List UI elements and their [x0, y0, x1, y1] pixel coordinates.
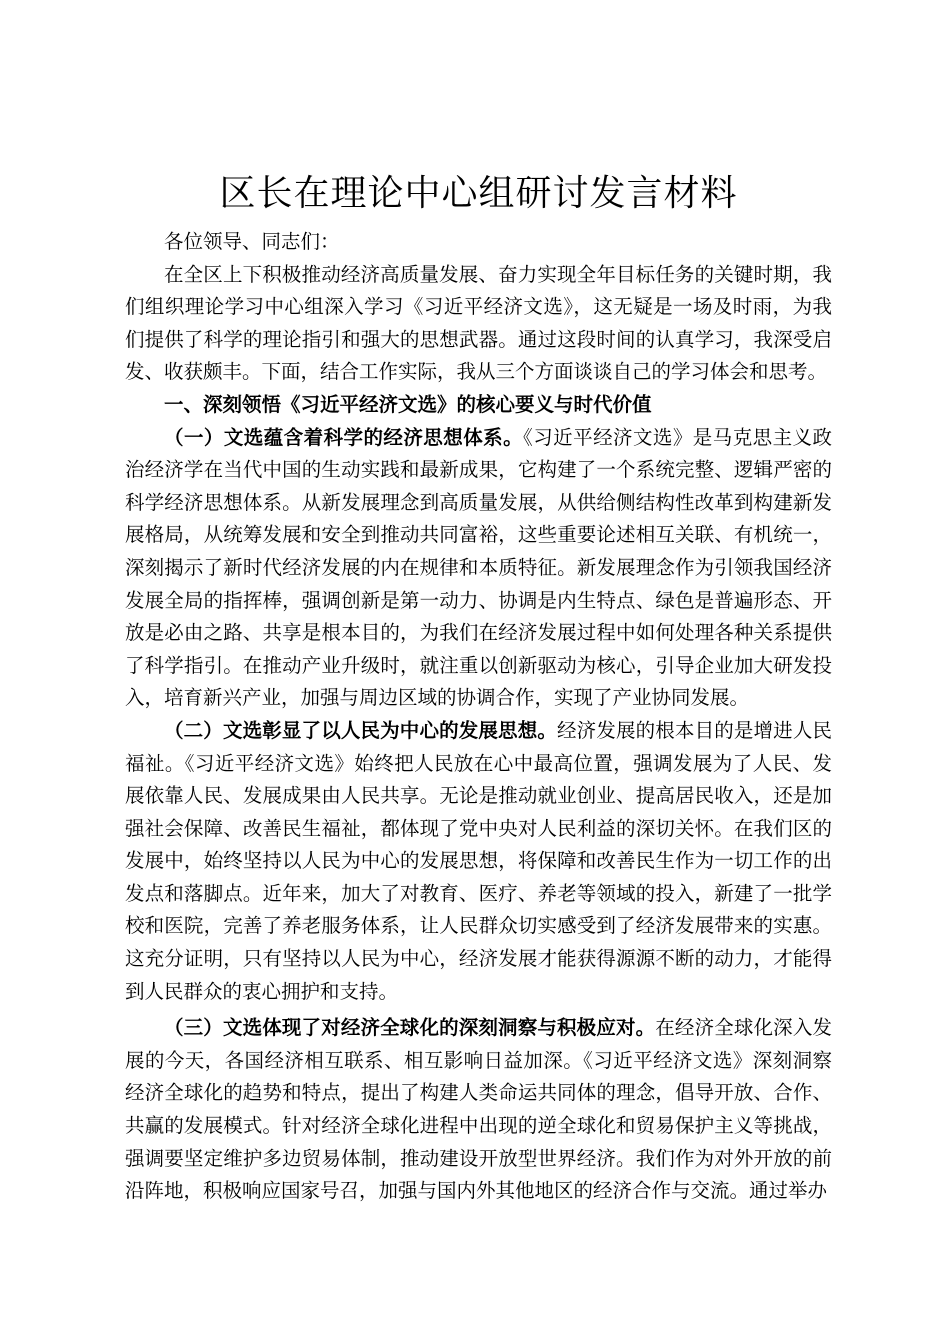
point-lead-1: （一）文选蕴含着科学的经济思想体系。 — [164, 425, 524, 449]
point-lead-3: （三）文选体现了对经济全球化的深刻洞察与积极应对。 — [164, 1016, 656, 1040]
section-heading-1: 一、深刻领悟《习近平经济文选》的核心要义与时代价值 — [164, 392, 652, 416]
point-paragraph-2 — [125, 715, 832, 1008]
point-lead-2: （二）文选彰显了以人民为中心的发展思想。 — [164, 718, 558, 742]
point-body-3: 在经济全球化深入发展的今天，各国经济相互联系、相互影响日益加深。《习近平经济文选》深刻洞察经济全球化的趋势和特点，提出了构建人类命运共同体的理念，倡导开放、合作、共赢的发展模式。针对经济全球化进程中出现的逆全球化和贸易保护主义等挑战，强调要坚定维护多边贸易体制，推动建设开放型世界经济。我们作为对外开放的前沿阵地，积极响应国家号召，加强与国内外其他地区的经济合作与交流。通过举办 — [125, 1016, 832, 1203]
document-title: 区长在理论中心组研讨发言材料 — [219, 173, 738, 214]
point-paragraph-3 — [125, 1012, 832, 1208]
point-body-1: 《习近平经济文选》是马克思主义政治经济学在当代中国的生动实践和最新成果，它构建了一个系统完整、逻辑严密的科学经济思想体系。从新发展理念到高质量发展，从供给侧结构性改革到构建新发展格局，从统筹发展和安全到推动共同富裕，这些重要论述相互关联、有机统一，深刻揭示了新时代经济发展的内在规律和本质特征。新发展理念作为引领我国经济发展全局的指挥棒，强调创新是第一动力、协调是内生特点、绿色是普遍形态、开放是必由之路、共享是根本目的，为我们在经济发展过程中如何处理各种关系提供了科学指引。在推动产业升级时，就注重以创新驱动为核心，引导企业加大研发投入，培育新兴产业，加强与周边区域的协调合作，实现了产业协同发展。 — [125, 425, 832, 710]
salutation: 各位领导、同志们： — [164, 230, 340, 253]
point-body-2: 经济发展的根本目的是增进人民福祉。《习近平经济文选》始终把人民放在心中最高位置，强调发展为了人民、发展依靠人民、发展成果由人民共享。无论是推动就业创业、提高居民收入，还是加强社会保障、改善民生福祉，都体现了党中央对人民利益的深切关怀。在我们区的发展中，始终坚持以人民为中心的发展思想，将保障和改善民生作为一切工作的出发点和落脚点。近年来，加大了对教育、医疗、养老等领域的投入，新建了一批学校和医院，完善了养老服务体系，让人民群众切实感受到了经济发展带来的实惠。这充分证明，只有坚持以人民为中心，经济发展才能获得源源不断的动力，才能得到人民群众的衷心拥护和支持。 — [125, 718, 832, 1003]
point-paragraph-1 — [125, 422, 832, 715]
intro-paragraph: 在全区上下积极推动经济高质量发展、奋力实现全年目标任务的关键时期，我们组织理论学习中心组深入学习《习近平经济文选》，这无疑是一场及时雨，为我们提供了科学的理论指引和强大的思想武器。通过这段时间的认真学习，我深受启发、收获颇丰。下面，结合工作实际，我从三个方面谈谈自己的学习体会和思考。 — [125, 262, 832, 384]
